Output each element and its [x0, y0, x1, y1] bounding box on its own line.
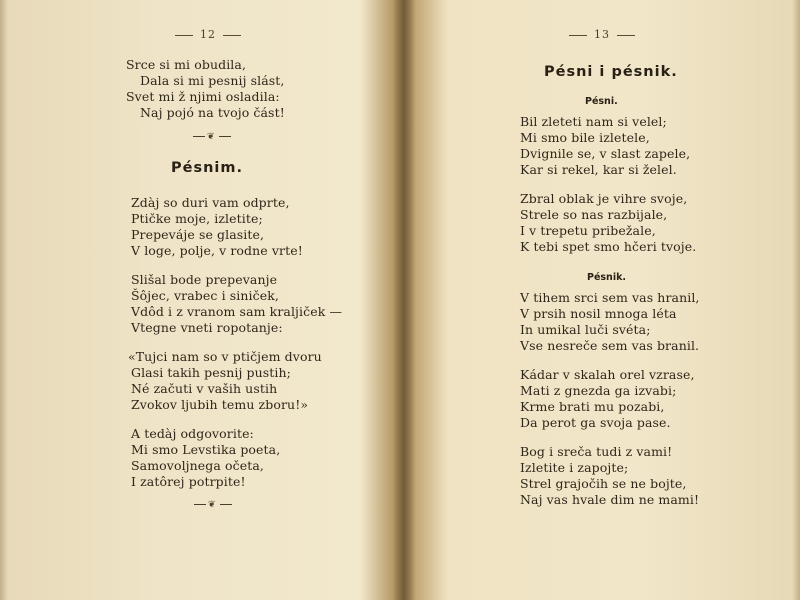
stanza-top-line-1: Srce si mi obudila,: [126, 57, 247, 72]
stanza-4-line-2: Mi smo Levstika poeta,: [131, 442, 281, 457]
section-2-stanza-3-line-4: Naj vas hvale dim ne mami!: [520, 492, 700, 507]
section-title-pesnik: Pésnik.: [587, 272, 627, 283]
section-2-stanza-2-line-2: Mati z gnezda ga izvabi;: [520, 383, 677, 398]
stanza-4-line-1: A tedàj odgovorite:: [131, 426, 254, 441]
folio-rule-right: [223, 35, 241, 36]
section-1-stanza-1-line-1: Bil zleteti nam si velel;: [520, 114, 667, 129]
section-2-stanza-1-line-4: Vse nesreče sem vas branil.: [520, 338, 700, 353]
section-1-stanza-2-line-3: I v trepetu pribežale,: [520, 223, 656, 238]
section-1-stanza-1-line-3: Dvignile se, v slast zapele,: [520, 146, 691, 161]
section-2-stanza-2-line-4: Da perot ga svoja pase.: [520, 415, 671, 430]
folio-rule-right: [617, 35, 635, 36]
section-1-stanza-1-line-2: Mi smo bile izletele,: [520, 130, 650, 145]
page-number-12: 12: [200, 28, 216, 41]
poem-title-pesni-i-pesnik: Pésni i pésnik.: [544, 64, 678, 80]
stanza-1-line-3: Prepeváje se glasite,: [131, 227, 265, 242]
stanza-2-line-4: Vtegne vneti ropotanje:: [131, 320, 283, 335]
folio-rule-left: [175, 35, 193, 36]
section-2-stanza-3-line-2: Izletite i zapojte;: [520, 460, 629, 475]
section-1-stanza-2-line-1: Zbral oblak je vihre svoje,: [520, 191, 688, 206]
section-1-stanza-2-line-4: K tebi spet smo hčeri tvoje.: [520, 239, 697, 254]
stanza-2-line-1: Slišal bode prepevanje: [131, 272, 278, 287]
poem-title-pesnim: Pésnim.: [171, 160, 244, 176]
stanza-4-line-3: Samovoljnega očeta,: [131, 458, 265, 473]
stanza-top-line-4: Naj pojó na tvojo část!: [140, 105, 285, 120]
stanza-1-line-1: Zdàj so duri vam odprte,: [131, 195, 290, 210]
stanza-3-line-2: Glasi takih pesnij pustih;: [131, 365, 291, 380]
section-2-stanza-1-line-1: V tihem srci sem vas hranil,: [520, 290, 700, 305]
left-page-number: [168, 28, 248, 41]
stanza-1-line-2: Ptičke moje, izletite;: [131, 211, 263, 226]
stanza-4-line-4: I zatôrej potrpite!: [131, 474, 246, 489]
section-2-stanza-2-line-1: Kádar v skalah orel vzrase,: [520, 367, 695, 382]
right-page-number: [562, 28, 642, 41]
section-2-stanza-1-line-2: V prsih nosil mnoga léta: [520, 306, 677, 321]
fleuron-ornament-bottom: ❦: [192, 500, 234, 510]
section-1-stanza-1-line-4: Kar si rekel, kar si želel.: [520, 162, 677, 177]
section-2-stanza-3-line-3: Strel grajočih se ne bojte,: [520, 476, 687, 491]
section-2-stanza-1-line-3: In umikal luči svéta;: [520, 322, 651, 337]
stanza-3-line-1: «Tujci nam so v ptičjem dvoru: [128, 349, 322, 364]
stanza-1-line-4: V loge, polje, v rodne vrte!: [131, 243, 303, 258]
right-page: [410, 0, 800, 600]
stanza-3-line-3: Né začuti v vaših ustih: [131, 381, 278, 396]
folio-rule-left: [569, 35, 587, 36]
stanza-2-line-2: Šôjec, vrabec i siniček,: [131, 288, 279, 303]
fleuron-ornament-top: ❦: [191, 132, 233, 142]
section-2-stanza-3-line-1: Bog i sreča tudi z vami!: [520, 444, 673, 459]
page-number-13: 13: [594, 28, 610, 41]
section-2-stanza-2-line-3: Krme brati mu pozabi,: [520, 399, 665, 414]
stanza-top-line-3: Svet mi ž njimi osladila:: [126, 89, 280, 104]
stanza-top-line-2: Dala si mi pesnij slást,: [140, 73, 285, 88]
stanza-2-line-3: Vdôd i z vranom sam kraljiček —: [131, 304, 343, 319]
stanza-3-line-4: Zvokov ljubih temu zboru!»: [131, 397, 309, 412]
section-1-stanza-2-line-2: Strele so nas razbijale,: [520, 207, 668, 222]
section-title-pesni: Pésni.: [585, 96, 618, 107]
